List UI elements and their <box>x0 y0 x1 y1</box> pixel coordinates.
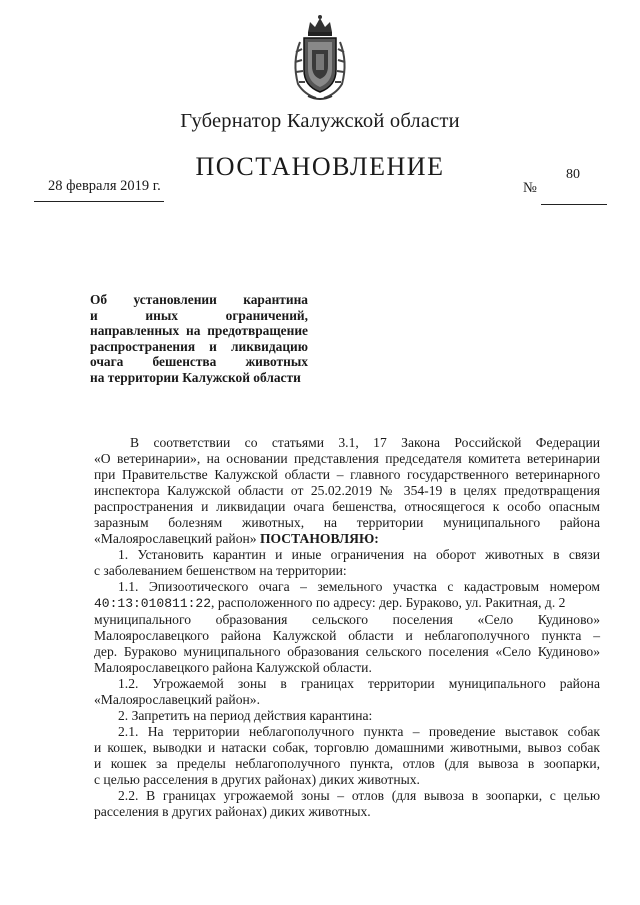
body-line: 1.1. Эпизоотического очага – земельного участка с кадастровым номером <box>118 579 600 594</box>
body-line: расселения в других районах) диких животных. <box>94 804 371 819</box>
body-line: 2.1. На территории неблагополучного пункта – проведение выставок собак <box>118 724 600 739</box>
subject-line: Об установлении карантина <box>90 292 308 307</box>
body-line <box>94 595 600 612</box>
body-line: В соответствии со статьями 3.1, 17 Закона Российской Федерации <box>130 435 600 450</box>
body-line: и кошек, выводки и натаски собак, торговлю домашними животными, вывоз собак <box>94 740 600 755</box>
subject-line: очага бешенства животных <box>90 354 308 370</box>
body-line: распространения и ликвидации очага бешенства, относящегося к особо опасным <box>94 499 600 514</box>
body-line: муниципального образования сельского поселения «Село Кудиново» <box>94 612 600 627</box>
body-line: и кошек за пределы неблагополучного пункта, отлов (для вывоза в зоопарки, <box>94 756 600 771</box>
subject-line: на территории Калужской области <box>90 369 301 385</box>
body-line: заразным болезням животных, на территории муниципального района <box>94 515 600 530</box>
issuing-authority: Губернатор Калужской области <box>180 110 460 132</box>
subject-line: распространения и ликвидацию <box>90 338 308 354</box>
intro-last: «Малоярославецкий район» <box>94 531 257 546</box>
cadastral-number: 40:13:010811:22 <box>94 596 212 611</box>
body-line: 1. Установить карантин и иные ограничения на оборот животных в связи <box>118 547 600 562</box>
document-number: 80 <box>566 167 580 182</box>
body-line: 2. Запретить на период действия карантина: <box>118 708 373 723</box>
body-line: с заболеванием бешенством на территории: <box>94 563 347 578</box>
body-line: дер. Бураково муниципального образования сельского поселения «Село Кудиново» <box>94 644 600 659</box>
body-line: Малоярославецкого района Калужской области и неблагополучного пункта – <box>94 628 600 643</box>
decree-word: ПОСТАНОВЛЯЮ: <box>259 531 379 546</box>
number-underline <box>541 204 607 205</box>
coat-of-arms-icon <box>286 12 354 104</box>
body-line: «О ветеринарии», на основании представления председателя комитета ветеринарии <box>94 451 600 466</box>
number-label: № <box>523 180 537 196</box>
date-underline <box>34 201 164 202</box>
body-line: 2.2. В границах угрожаемой зоны – отлов (для вывоза в зоопарки, с целью <box>118 788 600 803</box>
document-date: 28 февраля 2019 г. <box>48 178 161 194</box>
subject-line: и иных ограничений, <box>90 307 308 323</box>
document-type: ПОСТАНОВЛЕНИЕ <box>195 152 445 181</box>
body-line: «Малоярославецкий район». <box>94 692 260 707</box>
document-body <box>94 435 600 820</box>
body-line <box>94 531 600 547</box>
body-line: 1.2. Угрожаемой зоны в границах территории муниципального района <box>118 676 600 691</box>
body-line: инспектора Калужской области от 25.02.2019 № 354-19 в целях предотвращения <box>94 483 600 498</box>
subject-line: направленных на предотвращение <box>90 323 308 339</box>
body-line: с целью расселения в других районах) диких животных. <box>94 772 420 787</box>
document-subject <box>90 292 308 386</box>
address-text: , расположенного по адресу: дер. Бураково, ул. Ракитная, д. 2 <box>211 595 566 610</box>
body-line: при Правительстве Калужской области – главного государственного ветеринарного <box>94 467 600 482</box>
body-line: Малоярославецкого района Калужской области. <box>94 660 372 675</box>
